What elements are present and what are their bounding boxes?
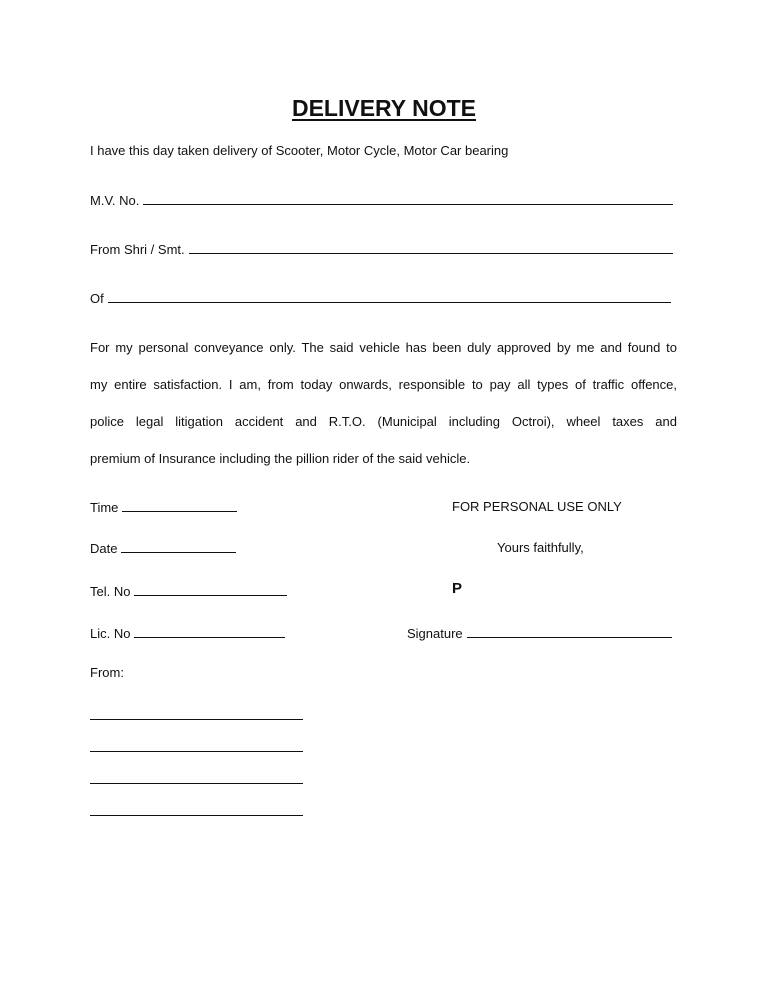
date-blank[interactable] (121, 540, 236, 553)
paragraph-line: premium of Insurance including the pillion rider of the said vehicle. (90, 451, 471, 466)
from-shri-blank[interactable] (189, 241, 673, 254)
mv-no-blank[interactable] (143, 192, 673, 205)
paragraph-line: For my personal conveyance only. The said vehicle has been duly approved by me and found to (90, 340, 677, 355)
of-label: Of (90, 291, 104, 306)
date-field[interactable] (90, 540, 236, 556)
from-shri-label: From Shri / Smt. (90, 242, 185, 257)
from-shri-field[interactable] (90, 241, 673, 257)
signature-blank[interactable] (467, 625, 672, 638)
document-title: DELIVERY NOTE (291, 95, 477, 121)
time-field[interactable] (90, 499, 237, 515)
mv-no-field[interactable] (90, 192, 673, 208)
intro-text: I have this day taken delivery of Scooter, Motor Cycle, Motor Car bearing (90, 143, 509, 158)
time-blank[interactable] (122, 499, 237, 512)
personal-use-text: FOR PERSONAL USE ONLY (452, 499, 622, 514)
time-label: Time (90, 500, 119, 515)
date-label: Date (90, 541, 118, 556)
sign-mark: P (452, 580, 463, 597)
lic-no-label: Lic. No (90, 626, 131, 641)
from-address-line[interactable] (90, 814, 303, 816)
from-address-line[interactable] (90, 750, 303, 752)
tel-no-label: Tel. No (90, 584, 131, 599)
tel-no-field[interactable] (90, 583, 287, 599)
of-blank[interactable] (108, 290, 671, 303)
signature-field[interactable] (407, 625, 672, 641)
closing-text: Yours faithfully, (497, 540, 584, 555)
of-field[interactable] (90, 290, 671, 306)
from-label: From: (90, 665, 124, 680)
paragraph-line: police legal litigation accident and R.T.O. (Municipal including Octroi), wheel taxes and (90, 414, 677, 429)
lic-no-blank[interactable] (134, 625, 285, 638)
mv-no-label: M.V. No. (90, 193, 140, 208)
from-address-line[interactable] (90, 718, 303, 720)
tel-no-blank[interactable] (134, 583, 287, 596)
lic-no-field[interactable] (90, 625, 285, 641)
signature-label: Signature (407, 626, 463, 641)
from-address-line[interactable] (90, 782, 303, 784)
paragraph-line: my entire satisfaction. I am, from today onwards, responsible to pay all types of traffic offence, (90, 377, 677, 392)
